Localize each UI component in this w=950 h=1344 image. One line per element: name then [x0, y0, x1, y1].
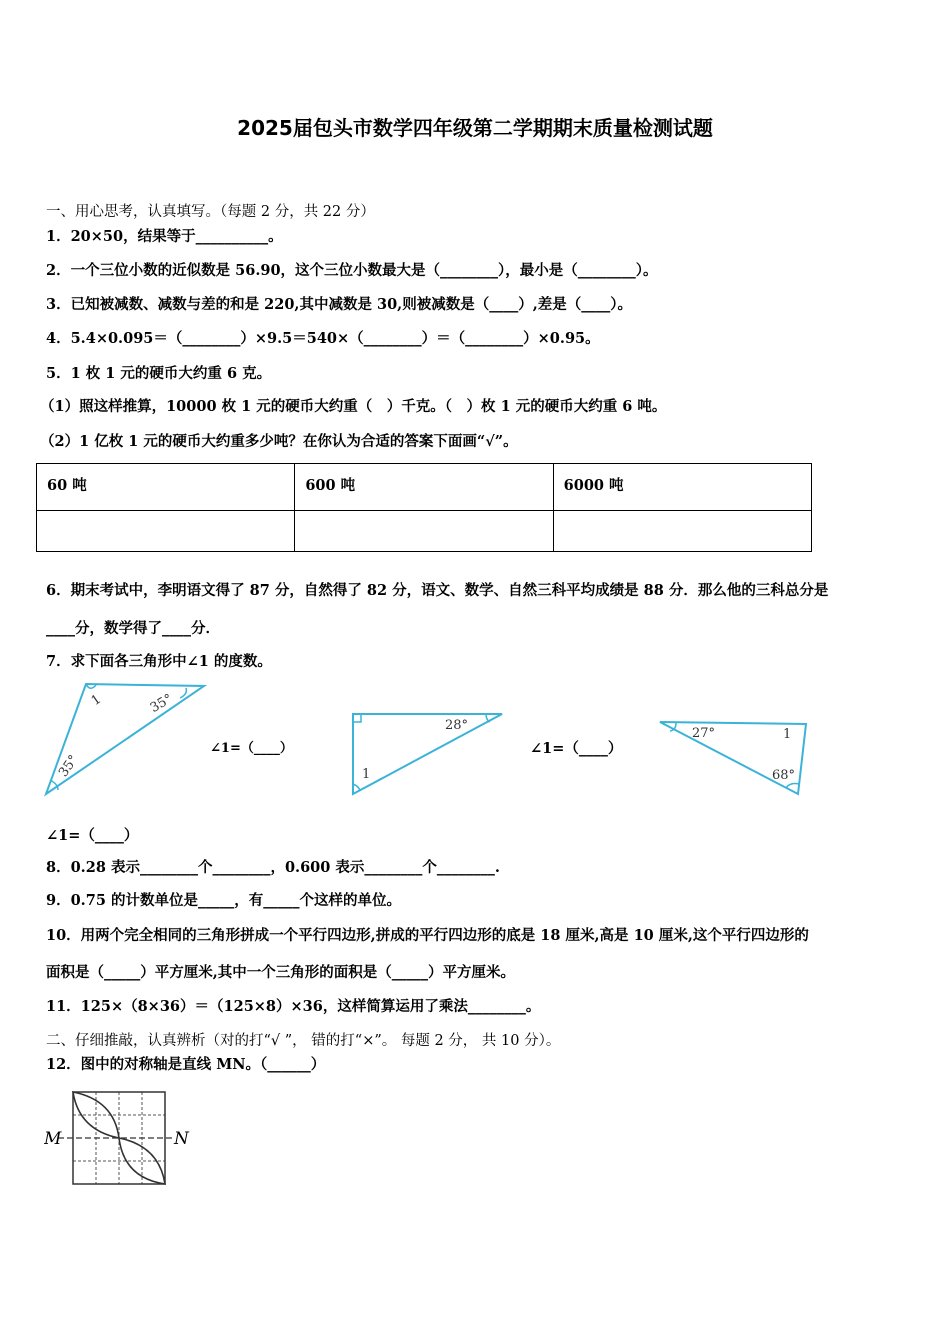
question-3: 3．已知被减数、减数与差的和是 220,其中减数是 30,则被减数是（____）,差是（____）。 [46, 296, 633, 313]
answer-triangle-3: ∠1=（____） [46, 827, 139, 844]
label-m: M [44, 1129, 62, 1149]
triangle-1-angle-b-label: 35° [56, 752, 82, 780]
triangle-2-angle-a-label: 28° [445, 718, 469, 733]
question-5-part-1: （1）照这样推算，10000 枚 1 元的硬币大约重（ ）千克。（ ）枚 1 元的硬币大约重 6 吨。 [40, 398, 667, 415]
question-10-line-2: 面积是（_____）平方厘米,其中一个三角形的面积是（_____）平方厘米。 [46, 964, 516, 981]
symmetry-grid-figure [44, 1090, 194, 1188]
right-angle-mark [353, 714, 361, 722]
answer-table [36, 463, 812, 552]
triangle-3-angle-b-label: 68° [772, 768, 796, 783]
question-12: 12．图中的对称轴是直线 MN。（______） [46, 1056, 326, 1073]
triangle-3-angle-1-label: 1 [783, 727, 792, 742]
table-answer-cell[interactable] [553, 511, 811, 552]
question-6-line-2: ____分，数学得了____分． [46, 620, 220, 637]
question-11: 11．125×（8×36）＝（125×8）×36，这样简算运用了乘法________。 [46, 998, 541, 1015]
triangle-figure-2 [348, 708, 508, 800]
question-10-line-1: 10．用两个完全相同的三角形拼成一个平行四边形,拼成的平行四边形的底是 18 厘米,高是 10 厘米,这个平行四边形的 [46, 927, 809, 944]
question-8: 8．0.28 表示________个________，0.600 表示________个________. [46, 859, 500, 876]
question-6-line-1: 6．期末考试中，李明语文得了 87 分，自然得了 82 分，语文、数学、自然三科平均成绩是 88 分．那么他的三科总分是 [46, 582, 829, 599]
section-2-heading: 二、仔细推敲，认真辨析（对的打“√ ”， 错的打“×”。 每题 2 分， 共 10 分）。 [46, 1033, 561, 1049]
answer-triangle-1: ∠1=（____） [210, 741, 293, 756]
table-header-cell: 6000 吨 [553, 464, 811, 511]
triangle-2-angle-1-label: 1 [362, 767, 371, 782]
table-answer-cell[interactable] [295, 511, 553, 552]
question-2: 2．一个三位小数的近似数是 56.90，这个三位小数最大是（________），最小是（________）。 [46, 262, 658, 279]
question-5-part-2: （2）1 亿枚 1 元的硬币大约重多少吨？在你认为合适的答案下面画“√”。 [40, 433, 518, 450]
question-5: 5．1 枚 1 元的硬币大约重 6 克。 [46, 365, 272, 382]
question-9: 9．0.75 的计数单位是_____，有_____个这样的单位。 [46, 892, 401, 909]
section-1-heading: 一、用心思考，认真填写。（每题 2 分，共 22 分） [46, 204, 375, 220]
page-title: 2025届包头市数学四年级第二学期期末质量检测试题 [237, 116, 713, 140]
question-4: 4．5.4×0.095＝（________）×9.5＝540×（________）＝（________）×0.95。 [46, 330, 600, 347]
triangle-1-angle-1-label: 1 [88, 691, 105, 709]
table-header-cell: 600 吨 [295, 464, 553, 511]
triangle-1-angle-a-label: 35° [147, 691, 176, 716]
triangle-figure-1 [40, 680, 212, 800]
table-answer-cell[interactable] [37, 511, 295, 552]
table-header-cell: 60 吨 [37, 464, 295, 511]
question-7: 7．求下面各三角形中∠1 的度数。 [46, 653, 272, 670]
triangle-3-angle-a-label: 27° [692, 726, 716, 741]
triangle-2-shape [353, 714, 502, 794]
question-1: 1．20×50，结果等于__________。 [46, 228, 283, 245]
label-n: N [174, 1129, 189, 1149]
triangle-figure-3 [656, 716, 812, 800]
answer-triangle-2: ∠1=（____） [530, 740, 623, 757]
